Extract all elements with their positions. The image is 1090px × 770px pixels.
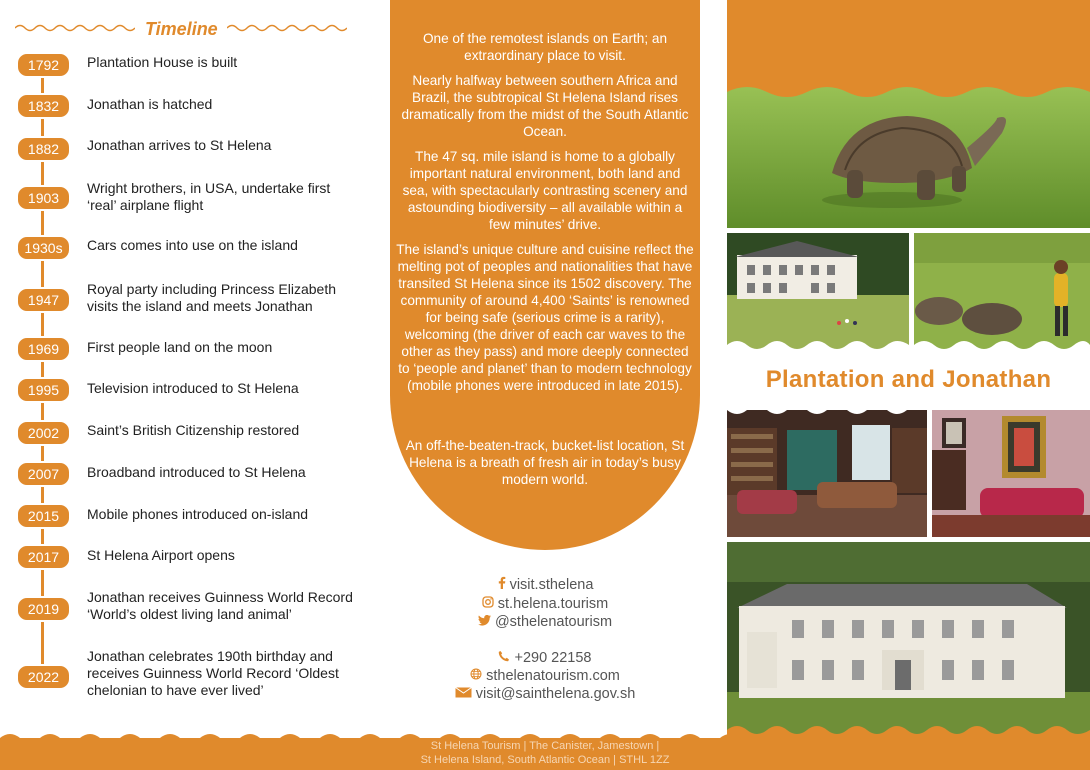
envelope-icon (455, 685, 472, 703)
timeline-event: Jonathan receives Guinness World Record ‘World’s oldest living land animal’ (87, 589, 353, 622)
timeline-year-badge: 2022 (16, 664, 71, 690)
globe-icon (470, 667, 482, 685)
footer-address-line1: St Helena Tourism | The Canister, Jamestown | (430, 740, 660, 752)
phone-icon (498, 649, 510, 667)
right-panel-top-band (727, 0, 1090, 82)
timeline-event: Mobile phones introduced on-island (87, 506, 309, 522)
timeline-year-badge: 1969 (16, 336, 71, 362)
intro-paragraph: The island’s unique culture and cuisine reflect the melting pot of peoples and nationalities that have transited St Helena since its 1502 discovery. The community of around 4,400 ‘Saints’ is renowned for being safe (serious crime is a rarity), welcoming (the driver of each car waves to the other as they pass) and more deeply connected to ‘people and planet’ than to modern technology (mobile phones were introduced in late 2015). (396, 242, 694, 393)
email-contact[interactable] (390, 685, 700, 703)
timeline-event: Saint’s British Citizenship restored (87, 422, 300, 438)
footer-address-line2: St Helena Island, South Atlantic Ocean | STHL 1ZZ (420, 754, 670, 766)
instagram-contact[interactable] (390, 595, 700, 613)
library-interior-photo (727, 410, 927, 537)
twitter-contact[interactable] (390, 613, 700, 631)
website-contact[interactable] (390, 667, 700, 685)
timeline-title: Timeline (145, 19, 218, 39)
phone-contact[interactable] (390, 649, 700, 667)
intro-paragraph: The 47 sq. mile island is home to a globally important natural environment, both land and sea, with spectacularly contrasting scenery and astounding biodiversity – all available within a few minutes’ drive. (402, 149, 688, 232)
plantation-house-lawn-photo (727, 233, 909, 355)
timeline-header (15, 18, 347, 42)
timeline-year-badge: 1930s (16, 235, 71, 261)
timeline-event: Royal party including Princess Elizabeth visits the island and meets Jonathan (87, 281, 337, 314)
timeline-year-badge: 1903 (16, 185, 71, 211)
panel-title: Plantation and Jonathan (765, 366, 1052, 393)
timeline-year-badge: 2002 (16, 420, 71, 446)
timeline-event: Jonathan arrives to St Helena (87, 137, 272, 153)
timeline-event: Cars comes into use on the island (87, 237, 298, 253)
twitter-handle: @sthelenatourism (494, 614, 613, 630)
plantation-house-photo (727, 542, 1090, 738)
timeline-year-badge: 2015 (16, 503, 71, 529)
timeline-event: St Helena Airport opens (87, 547, 235, 563)
website-url: sthelenatourism.com (486, 668, 620, 684)
phone-number: +290 22158 (514, 650, 592, 666)
timeline-year-badge: 1947 (16, 287, 71, 313)
timeline-event: First people land on the moon (87, 339, 273, 355)
wave-divider-left (15, 22, 135, 34)
facebook-handle: visit.sthelena (509, 577, 594, 593)
timeline-event: Television introduced to St Helena (87, 380, 299, 396)
timeline-year-badge: 2017 (16, 544, 71, 570)
intro-paragraph: One of the remotest islands on Earth; an extraordinary place to visit. (422, 31, 668, 63)
intro-paragraph: An off-the-beaten-track, bucket-list location, St Helena is a breath of fresh air in today’s busy modern world. (405, 438, 685, 487)
intro-paragraph: Nearly halfway between southern Africa and Brazil, the subtropical St Helena Island rises dramatically from the midst of the South Atlantic Ocean. (401, 73, 689, 139)
twitter-icon (478, 613, 491, 631)
timeline-event: Jonathan is hatched (87, 96, 213, 112)
timeline-event: Jonathan celebrates 190th birthday and receives Guinness World Record ‘Oldest chelonian to have ever lived’ (87, 648, 339, 698)
facebook-icon (497, 576, 506, 594)
timeline-event: Wright brothers, in USA, undertake first ‘real’ airplane flight (87, 180, 331, 213)
facebook-contact[interactable] (390, 576, 700, 594)
timeline-year-badge: 1792 (16, 52, 71, 78)
timeline-event: Plantation House is built (87, 54, 238, 70)
timeline-year-badge: 2019 (16, 596, 71, 622)
instagram-handle: st.helena.tourism (497, 596, 609, 612)
tortoises-with-visitor-photo (914, 233, 1090, 355)
wave-divider-right (227, 22, 347, 34)
timeline-year-badge: 1995 (16, 377, 71, 403)
drawing-room-photo (932, 410, 1090, 537)
timeline-year-badge: 1882 (16, 136, 71, 162)
timeline-event: Broadband introduced to St Helena (87, 464, 306, 480)
timeline-year-badge: 1832 (16, 93, 71, 119)
email-address: visit@sainthelena.gov.sh (475, 686, 636, 702)
instagram-icon (482, 595, 494, 613)
timeline-year-badge: 2007 (16, 461, 71, 487)
tortoise-photo (727, 78, 1090, 228)
